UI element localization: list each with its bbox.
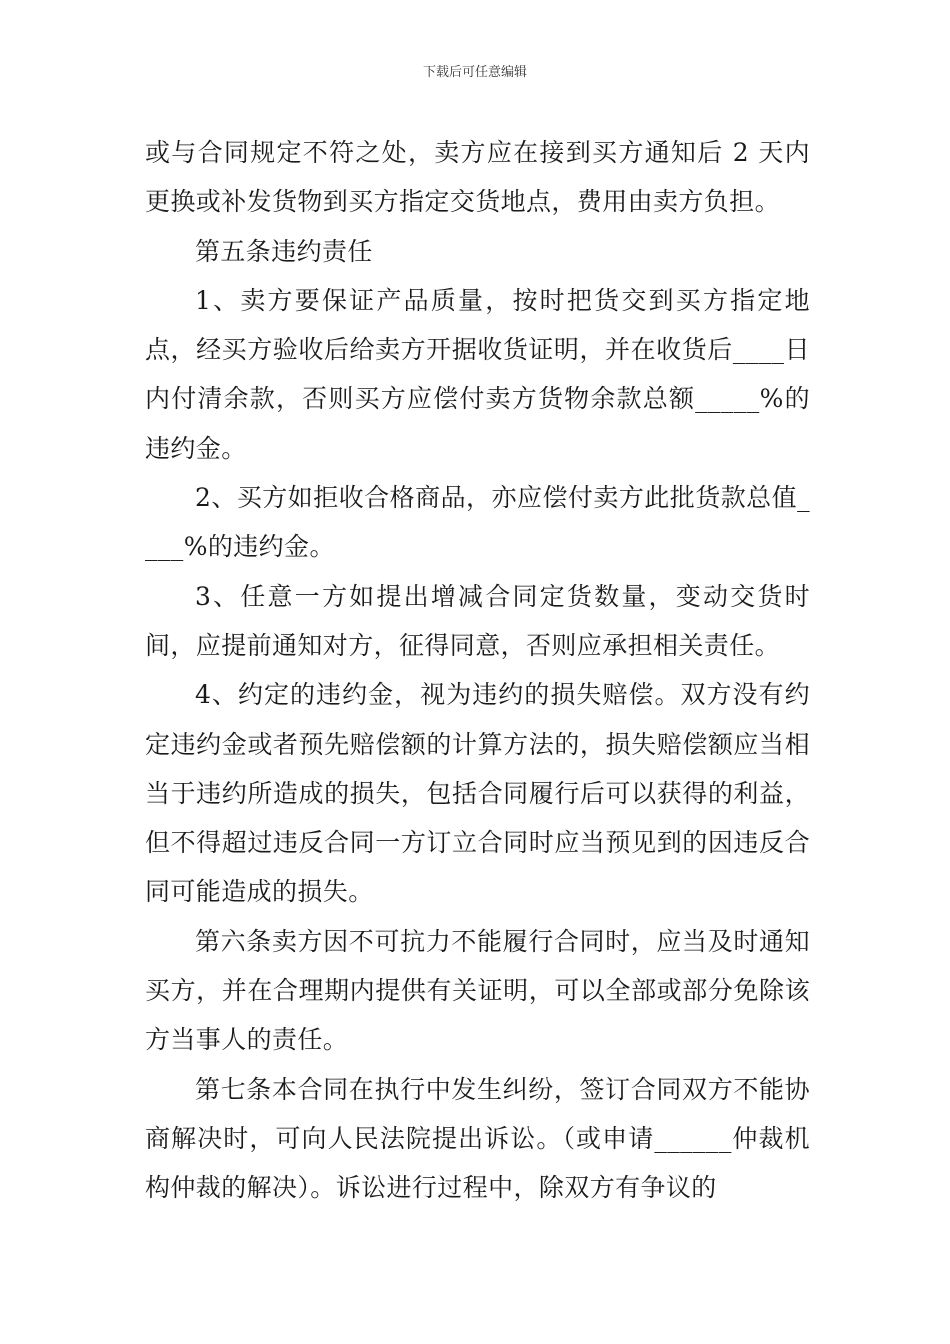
article-5-heading: 第五条违约责任	[195, 236, 373, 266]
page-header: 下载后可任意编辑	[422, 65, 527, 80]
article-5-clause-4: 4、约定的违约金，视为违约的损失赔偿。双方没有约定违约金或者预先赔偿额的计算方法的，损失赔偿额应当相当于违约所造成的损失，包括合同履行后可以获得的利益，但不得超过违反合同一方订立合同时应当预见到的因违反合同可能造成的损失。	[145, 680, 810, 907]
article-7: 第七条本合同在执行中发生纠纷，签订合同双方不能协商解决时，可向人民法院提出诉讼。（或申请______仲裁机构仲裁的解决）。诉讼进行过程中，除双方有争议的	[145, 1074, 810, 1203]
article-6: 第六条卖方因不可抗力不能履行合同时，应当及时通知买方，并在合理期内提供有关证明，可以全部或部分免除该方当事人的责任。	[145, 926, 810, 1055]
document-body	[145, 128, 810, 1213]
article-5-clause-3: 3、任意一方如提出增减合同定货数量，变动交货时间，应提前通知对方，征得同意，否则应承担相关责任。	[145, 581, 810, 660]
article-5-clause-2: 2、买方如拒收合格商品，亦应偿付卖方此批货款总值____%的违约金。	[145, 483, 810, 562]
article-5-clause-1: 1、卖方要保证产品质量，按时把货交到买方指定地点，经买方验收后给卖方开据收货证明，并在收货后____日内付清余款，否则买方应偿付卖方货物余款总额_____%的违约金。	[145, 285, 810, 463]
paragraph-continuation: 或与合同规定不符之处，卖方应在接到买方通知后 2 天内更换或补发货物到买方指定交货地点，费用由卖方负担。	[145, 138, 810, 217]
